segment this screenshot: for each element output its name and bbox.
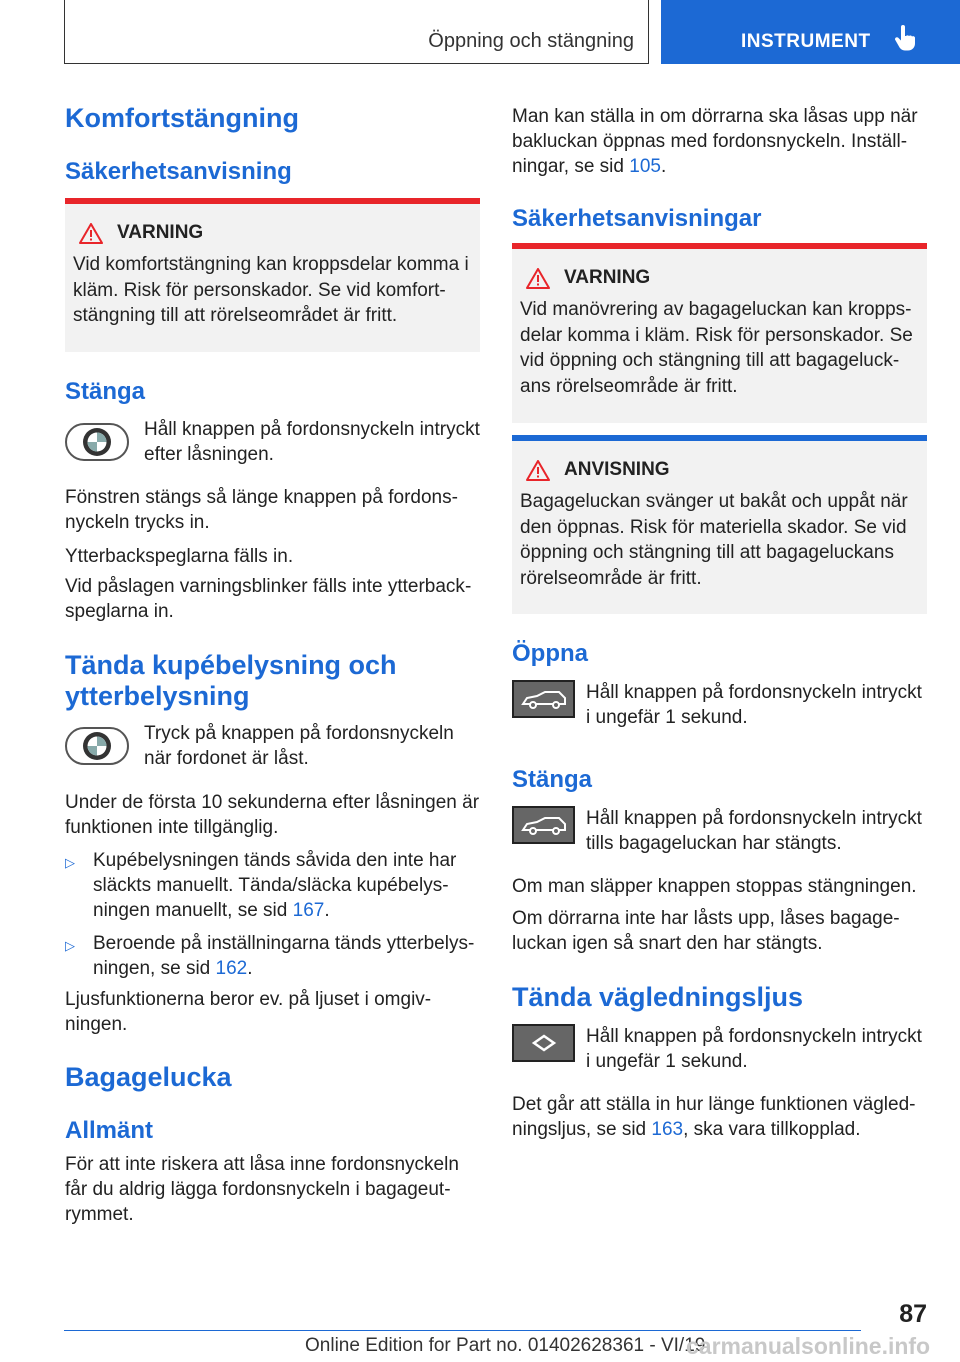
heading-sakerhetsanvisning: Säkerhetsanvisning (65, 158, 292, 185)
page-number: 87 (899, 1300, 927, 1328)
header-section-box (64, 0, 649, 64)
notice-title: ANVISNING (564, 459, 670, 480)
page-link[interactable]: 162 (215, 958, 248, 979)
instruction-text: Håll knappen på fordonsnyckeln intryckt tills bagageluckan har stängts. (586, 808, 922, 854)
warning-triangle-icon (79, 223, 103, 244)
footer-divider (64, 1330, 861, 1331)
warning-triangle-icon (526, 460, 550, 481)
bullet-triangle-icon: ▷ (65, 938, 75, 953)
paragraph: Man kan ställa in om dörrarna ska låsas upp när bakluckan öppnas med fordonsnyckeln. Inställningar, se sid 105. (512, 106, 918, 177)
instruction-stanga (65, 417, 480, 467)
list-item: ▷ Kupébelysningen tänds såvida den inte har släckts manuellt. Tända/släcka kupébelysningen manuellt, se sid 167. (65, 850, 457, 921)
warning-title: VARNING (564, 267, 651, 288)
paragraph: Vid påslagen varningsblinker fälls inte ytterbackspeglarna in. (65, 576, 472, 622)
paragraph: Fönstren stängs så länge knappen på fordonsnyckeln trycks in. (65, 487, 458, 533)
heading-oppna: Öppna (512, 640, 588, 667)
paragraph: Om man släpper knappen stoppas stängningen. (512, 876, 917, 897)
page-link[interactable]: 167 (292, 900, 325, 921)
instruction-stanga-bagage (512, 806, 927, 856)
heading-stanga: Stänga (65, 378, 146, 405)
heading-komfortstangning: Komfortstängning (65, 103, 299, 133)
bullet-triangle-icon: ▷ (65, 855, 75, 870)
warning-title: VARNING (117, 222, 204, 243)
warning-text: Vid komfortstängning kan kroppsdelar komma i kläm. Risk för personskador. Se vid komfortstängning till att rörelseområdet är fritt. (73, 254, 469, 326)
page-link[interactable]: 105 (629, 156, 661, 177)
warning-box-komfort (65, 198, 480, 352)
heading-stanga-bagage: Stänga (512, 766, 593, 793)
pointing-hand-icon (894, 25, 918, 53)
heading-sakerhetsanvisningar: Säkerhetsanvisningar (512, 205, 762, 232)
bullet-text: Kupébelysningen tänds såvida den inte har släckts manuellt. Tända/släcka kupébelysningen manuellt, se sid (93, 850, 457, 921)
car-trunk-button-icon (512, 680, 575, 718)
paragraph: Om dörrarna inte har låsts upp, låses bagageluckan igen så snart den har stängts. (512, 908, 900, 954)
bmw-key-button-icon (65, 423, 129, 461)
header-chapter-tab[interactable] (661, 0, 960, 64)
instruction-text: Håll knappen på fordonsnyckeln intryckt i ungefär 1 sekund. (586, 682, 922, 728)
paragraph: Ljusfunktionerna beror ev. på ljuset i omgivningen. (65, 989, 432, 1035)
watermark-text: carmanualsonline.info (686, 1333, 931, 1359)
paragraph: Det går att ställa in hur länge funktionen vägledningsljus, se sid 163, ska vara tillkopplad. (512, 1094, 916, 1140)
car-trunk-button-icon (512, 806, 575, 844)
warning-triangle-icon (526, 268, 550, 289)
list-item: ▷ Beroende på inställningarna tänds ytterbelysningen, se sid 162. (65, 933, 475, 979)
instruction-vagledningsljus (512, 1024, 927, 1074)
instruction-text: Håll knappen på fordonsnyckeln intryckt i ungefär 1 sekund. (586, 1026, 922, 1072)
footer-edition: Online Edition for Part no. 01402628361 - VI/19 (305, 1335, 706, 1356)
instruction-text: Håll knappen på fordonsnyckeln intryckt efter låsningen. (144, 419, 480, 465)
warning-box-bagage (512, 243, 927, 423)
paragraph: Ytterbackspeglarna fälls in. (65, 546, 294, 567)
warning-text: Vid manövrering av bagageluckan kan kroppsdelar komma i kläm. Risk för personskador. Se vid öppning och stängning till att bagageluckans rörelseområde är fritt. (520, 299, 913, 397)
page-link[interactable]: 163 (651, 1119, 684, 1140)
instruction-tanda (65, 721, 480, 771)
notice-box-bagage (512, 435, 927, 614)
notice-text: Bagageluckan svänger ut bakåt och uppåt när den öppnas. Risk för materiella skador. Se vid öppning och stängning till att bagageluckans rörelseområde är fritt. (520, 491, 908, 589)
light-button-icon (512, 1024, 575, 1062)
instruction-oppna (512, 680, 927, 730)
bullet-text: Beroende på inställningarna tänds ytterbelysningen, se sid (93, 933, 475, 979)
paragraph: För att inte riskera att låsa inne fordonsnyckeln får du aldrig lägga fordonsnyckeln i bagageutrymmet. (65, 1154, 459, 1225)
bmw-key-button-icon (65, 727, 129, 765)
header-section-title: Öppning och stängning (428, 30, 634, 52)
header-chapter-title: INSTRUMENT (741, 31, 871, 52)
instruction-text: Tryck på knappen på fordonsnyckeln när fordonet är låst. (144, 723, 454, 769)
heading-bagagelucka: Bagagelucka (65, 1062, 232, 1092)
heading-vagledningsljus: Tända vägledningsljus (512, 982, 804, 1012)
paragraph: Under de första 10 sekunderna efter låsningen är funktionen inte tillgänglig. (65, 792, 480, 838)
heading-allmant: Allmänt (65, 1117, 154, 1144)
heading-tanda-belysning: Tända kupébelysning och ytterbelysning (65, 650, 397, 711)
